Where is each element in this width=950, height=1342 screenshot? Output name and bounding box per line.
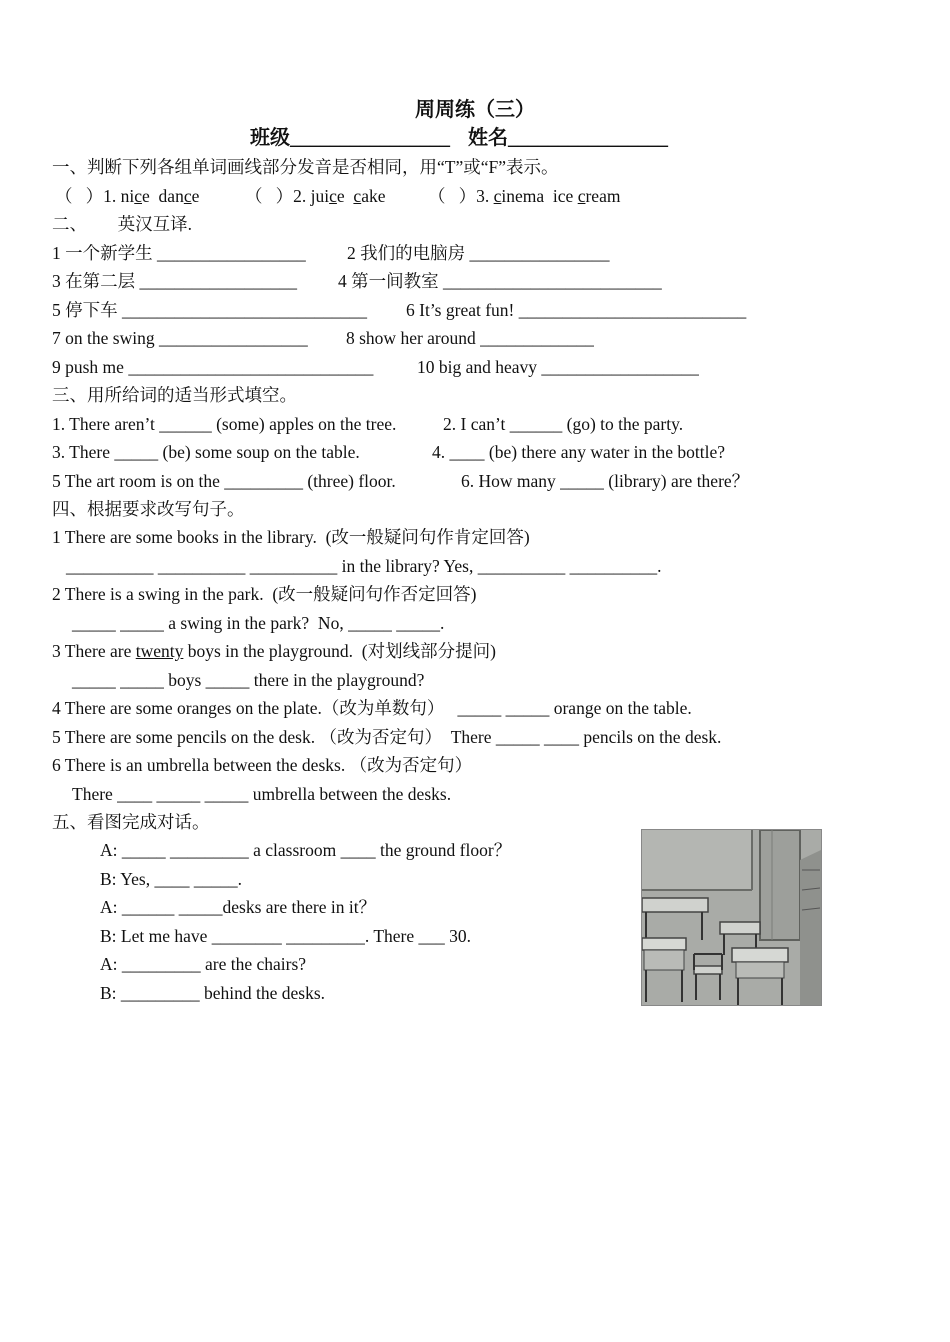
s4-answer-2: _____ _____ a swing in the park? No, _____ _____. [72, 613, 445, 633]
s2-item-4: 4 第一间教室 _________________________ [338, 271, 662, 291]
s4-question-2: 2 There is a swing in the park. (改一般疑问句作否定回答) [52, 584, 477, 604]
s4-q3-underlined-word: twenty [135, 641, 184, 661]
s3-item-6: 6. How many _____ (library) are there？ [461, 471, 750, 491]
dialogue-line-2: B: Yes, ____ _____. [100, 869, 242, 889]
s2-item-10: 10 big and heavy __________________ [417, 357, 699, 377]
dialogue-line-5: A: _________ are the chairs? [100, 954, 307, 974]
s1-q1-underlined-letter: c [183, 186, 192, 206]
s2-item-5: 5 停下车 ____________________________ [52, 300, 367, 320]
section-4-heading: 四、根据要求改写句子。 [52, 499, 245, 519]
s2-item-7: 7 on the swing _________________ [52, 328, 308, 348]
class-field: 班级________________ [250, 127, 450, 149]
s4-question-6: 6 There is an umbrella between the desks. （改为否定句） [52, 755, 473, 775]
dialogue-line-4: B: Let me have ________ _________. There ___ 30. [100, 926, 472, 946]
section-2-heading: 二、 英汉互译. [52, 214, 192, 234]
s4-question-1: 1 There are some books in the library. (改一般疑问句作肯定回答) [52, 527, 530, 547]
s4-answer-1: __________ __________ __________ in the library? Yes, __________ __________. [66, 556, 662, 576]
s2-item-6: 6 It’s great fun! __________________________ [406, 300, 747, 320]
s2-item-8: 8 show her around _____________ [346, 328, 594, 348]
s1-q2-text: ake [361, 186, 386, 206]
s1-question-3 [428, 185, 620, 207]
dialogue-line-3: A: ______ _____desks are there in it？ [100, 897, 377, 917]
name-field: 姓名________________ [468, 127, 668, 149]
s1-q3-text: （ ）3. [428, 186, 494, 206]
s3-item-5: 5 The art room is on the _________ (three) floor. [52, 471, 396, 491]
s1-q2-text: e [336, 186, 354, 206]
dialogue-line-1: A: _____ _________ a classroom ____ the ground floor？ [100, 840, 512, 860]
s2-item-2: 2 我们的电脑房 ________________ [347, 243, 610, 263]
s4-question-3 [52, 640, 496, 662]
s3-item-4: 4. ____ (be) there any water in the bottle? [432, 442, 726, 462]
s4-question-4: 4 There are some oranges on the plate.（改为单数句） _____ _____ orange on the table. [52, 698, 692, 718]
s1-question-2 [245, 185, 386, 207]
s4-q3-text: 3 There are [52, 641, 136, 661]
dialogue-line-6: B: _________ behind the desks. [100, 983, 326, 1003]
s1-q1-underlined-letter: c [134, 186, 143, 206]
page-title: 周周练（三） [415, 99, 535, 121]
section-5-heading: 五、看图完成对话。 [52, 812, 210, 832]
s1-q1-text: e dan [142, 186, 184, 206]
s4-question-5: 5 There are some pencils on the desk. （改为否定句） There _____ ____ pencils on the desk. [52, 727, 722, 747]
section-1-heading: 一、判断下列各组单词画线部分发音是否相同，用“T”或“F”表示。 [52, 157, 559, 177]
s1-q3-underlined-letter: c [493, 186, 502, 206]
s1-q2-underlined-letter: c [353, 186, 362, 206]
s1-question-1 [55, 185, 199, 207]
s3-item-2: 2. I can’t ______ (go) to the party. [443, 414, 684, 434]
s2-item-1: 1 一个新学生 _________________ [52, 243, 306, 263]
s1-q3-text: ream [585, 186, 621, 206]
s1-q2-underlined-letter: c [329, 186, 337, 206]
s1-q3-text: inema ice [501, 186, 578, 206]
s2-item-3: 3 在第二层 __________________ [52, 271, 297, 291]
s4-q3-text: boys in the playground. (对划线部分提问) [183, 641, 496, 661]
s1-q2-text: （ ）2. jui [245, 186, 330, 206]
s4-answer-3: _____ _____ boys _____ there in the playground? [72, 670, 425, 690]
s2-item-9: 9 push me ____________________________ [52, 357, 374, 377]
s1-q1-text: （ ）1. ni [55, 186, 135, 206]
classroom-picture [641, 829, 822, 1006]
s1-q1-text: e [191, 186, 200, 206]
s3-item-3: 3. There _____ (be) some soup on the table. [52, 442, 360, 462]
s1-q3-underlined-letter: c [577, 186, 586, 206]
s4-answer-6: There ____ _____ _____ umbrella between the desks. [72, 784, 452, 804]
section-3-heading: 三、用所给词的适当形式填空。 [52, 385, 297, 405]
s3-item-1: 1. There aren’t ______ (some) apples on the tree. [52, 414, 397, 434]
